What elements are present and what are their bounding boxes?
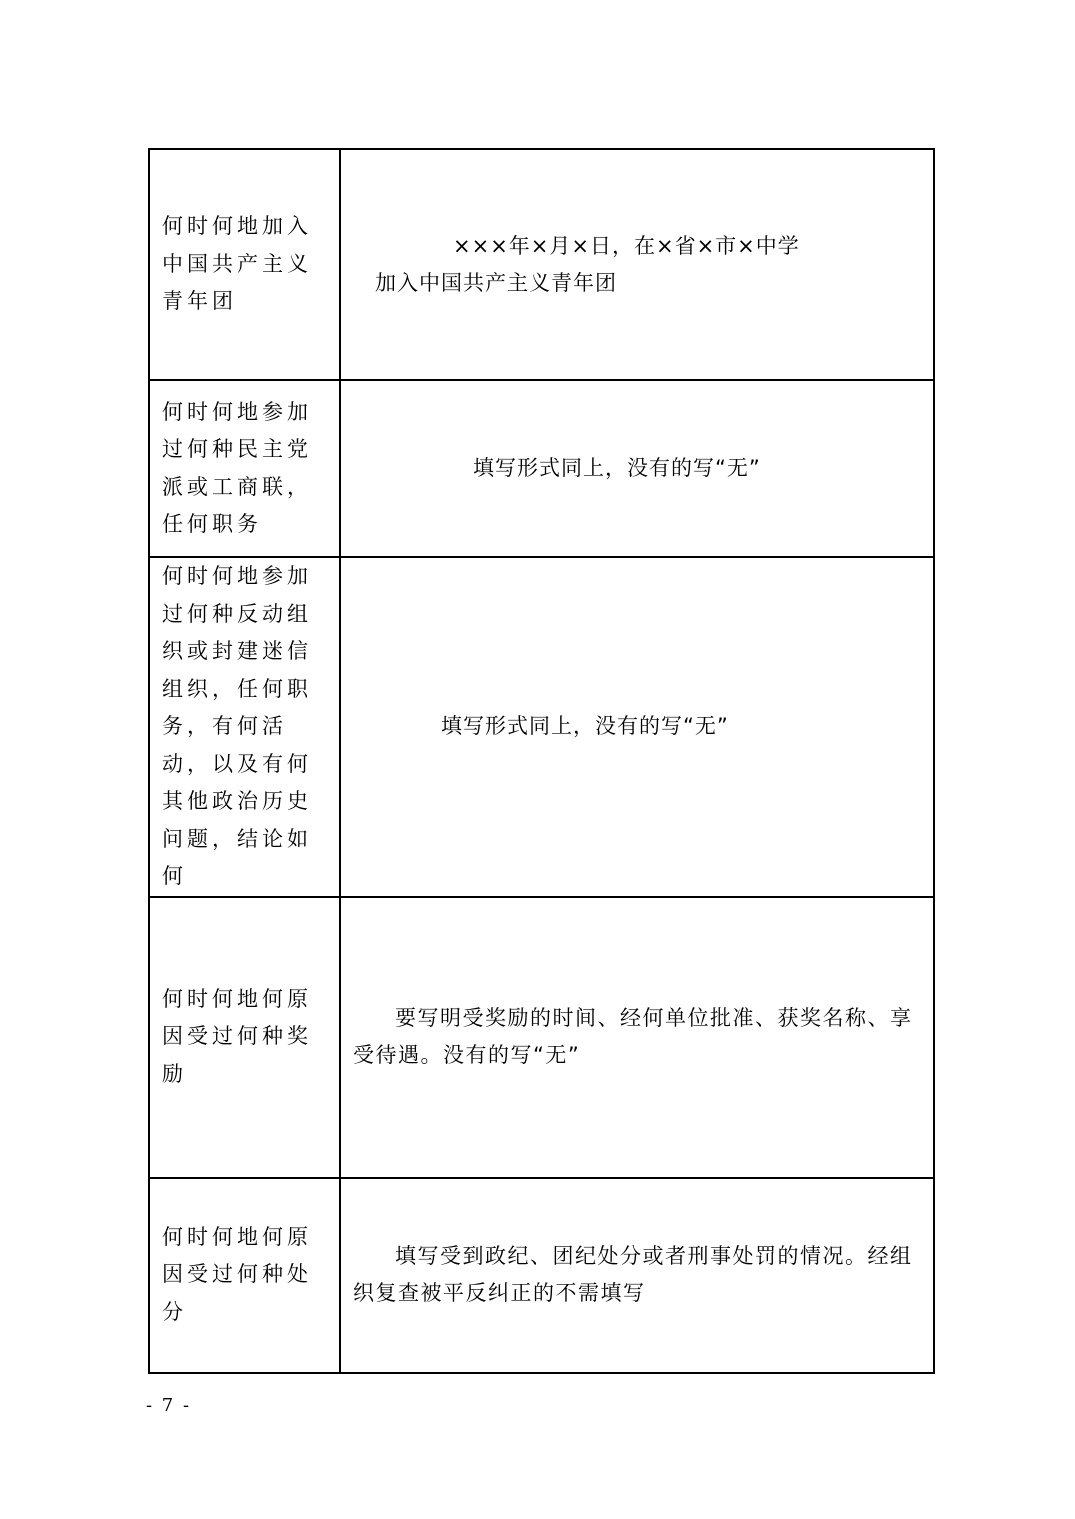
content-text: 要写明受奖励的时间、经何单位批准、获奖名称、享受待遇。没有的写“无” bbox=[353, 1006, 913, 1067]
content-line-1: ×××年×月×日，在×省×市×中学 bbox=[453, 233, 800, 258]
table-row bbox=[149, 557, 934, 897]
row-label-democratic-party: 何时何地参加过何种民主党派或工商联，任何职务 bbox=[149, 380, 340, 557]
table-row bbox=[149, 1178, 934, 1373]
registration-form-table bbox=[148, 148, 935, 1374]
row-content-political-history bbox=[340, 557, 934, 897]
row-content-democratic-party bbox=[340, 380, 934, 557]
content-text: 填写形式同上，没有的写“无” bbox=[473, 456, 761, 480]
row-content-youth-league bbox=[340, 149, 934, 380]
table-row bbox=[149, 149, 934, 380]
page-number: - 7 - bbox=[146, 1395, 192, 1416]
table-row bbox=[149, 897, 934, 1178]
content-text: 填写受到政纪、团纪处分或者刑事处罚的情况。经组织复查被平反纠正的不需填写 bbox=[353, 1244, 913, 1305]
row-content-punishments bbox=[340, 1178, 934, 1373]
content-line-2: 加入中国共产主义青年团 bbox=[375, 270, 617, 295]
row-label-awards: 何时何地何原因受过何种奖励 bbox=[149, 897, 340, 1178]
row-label-punishments: 何时何地何原因受过何种处分 bbox=[149, 1178, 340, 1373]
row-label-youth-league: 何时何地加入中国共产主义青年团 bbox=[149, 149, 340, 380]
table-row bbox=[149, 380, 934, 557]
content-text: 填写形式同上，没有的写“无” bbox=[441, 714, 729, 739]
row-label-political-history: 何时何地参加过何种反动组织或封建迷信组织，任何职务，有何活动，以及有何其他政治历史问题，结论如何 bbox=[149, 557, 340, 897]
row-content-awards bbox=[340, 897, 934, 1178]
